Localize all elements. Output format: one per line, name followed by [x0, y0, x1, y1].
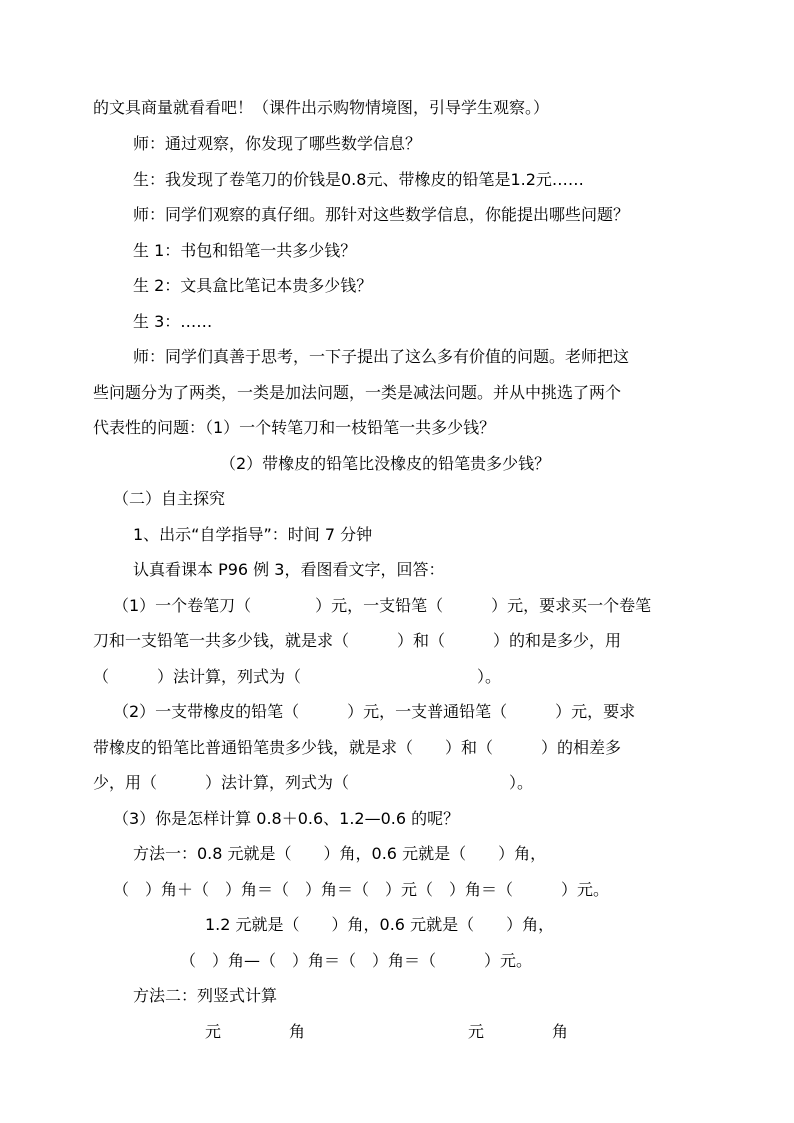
text-line: 1、出示“自学指导”：时间 7 分钟	[133, 525, 373, 544]
text-line: （1）一个卷笔刀（ ）元，一支铅笔（ ）元，要求买一个卷笔	[113, 596, 652, 615]
text-line: 师：通过观察，你发现了哪些数学信息？	[133, 134, 422, 153]
text-line: 生：我发现了卷笔刀的价钱是0.8元、带橡皮的铅笔是1.2元……	[133, 170, 584, 189]
text-line: 认真看课本 P96 例 3，看图看文字，回答：	[133, 560, 445, 579]
text-line: 方法二：列竖式计算	[133, 986, 278, 1005]
text-line: 的文具商量就看看吧！（课件出示购物情境图，引导学生观察。）	[93, 98, 550, 117]
unit-label-jiao: 角	[552, 1022, 569, 1041]
section-heading: （二）自主探究	[113, 489, 226, 508]
text-line: 方法一：0.8 元就是（ ）角，0.6 元就是（ ）角，	[133, 844, 547, 863]
text-line: 带橡皮的铅笔比普通铅笔贵多少钱，就是求（ ）和（ ）的相差多	[93, 738, 622, 757]
text-line: 师：同学们真善于思考，一下子提出了这么多有价值的问题。老师把这	[133, 347, 630, 366]
text-line: 师：同学们观察的真仔细。那针对这些数学信息，你能提出哪些问题？	[133, 205, 630, 224]
text-line: （2）带橡皮的铅笔比没橡皮的铅笔贵多少钱？	[220, 454, 551, 473]
text-line: 1.2 元就是（ ）角，0.6 元就是（ ）角，	[205, 915, 555, 934]
text-line: （ ）角—（ ）角＝（ ）角＝（ ）元。	[180, 951, 533, 970]
unit-label-jiao: 角	[289, 1022, 306, 1041]
text-line: 少，用（ ）法计算，列式为（ ）。	[93, 773, 534, 792]
text-line: （2）一支带橡皮的铅笔（ ）元，一支普通铅笔（ ）元，要求	[113, 702, 636, 721]
text-line: 代表性的问题：（1）一个转笔刀和一枝铅笔一共多少钱？	[93, 418, 496, 437]
text-line: 刀和一支铅笔一共多少钱，就是求（ ）和（ ）的和是多少，用	[93, 631, 622, 650]
unit-label-yuan: 元	[468, 1022, 485, 1041]
unit-label-yuan: 元	[205, 1022, 222, 1041]
text-line: 生 2：文具盒比笔记本贵多少钱？	[133, 276, 373, 295]
text-line: （ ）法计算，列式为（ ）。	[93, 667, 502, 686]
text-line: 生 3：……	[133, 312, 213, 331]
text-line: （ ）角＋（ ）角＝（ ）角＝（ ）元（ ）角＝（ ）元。	[113, 880, 610, 899]
text-line: 些问题分为了两类，一类是加法问题，一类是减法问题。并从中挑选了两个	[93, 383, 622, 402]
text-line: 生 1：书包和铅笔一共多少钱？	[133, 241, 357, 260]
text-line: （3）你是怎样计算 0.8＋0.6、1.2—0.6 的呢？	[113, 809, 460, 828]
